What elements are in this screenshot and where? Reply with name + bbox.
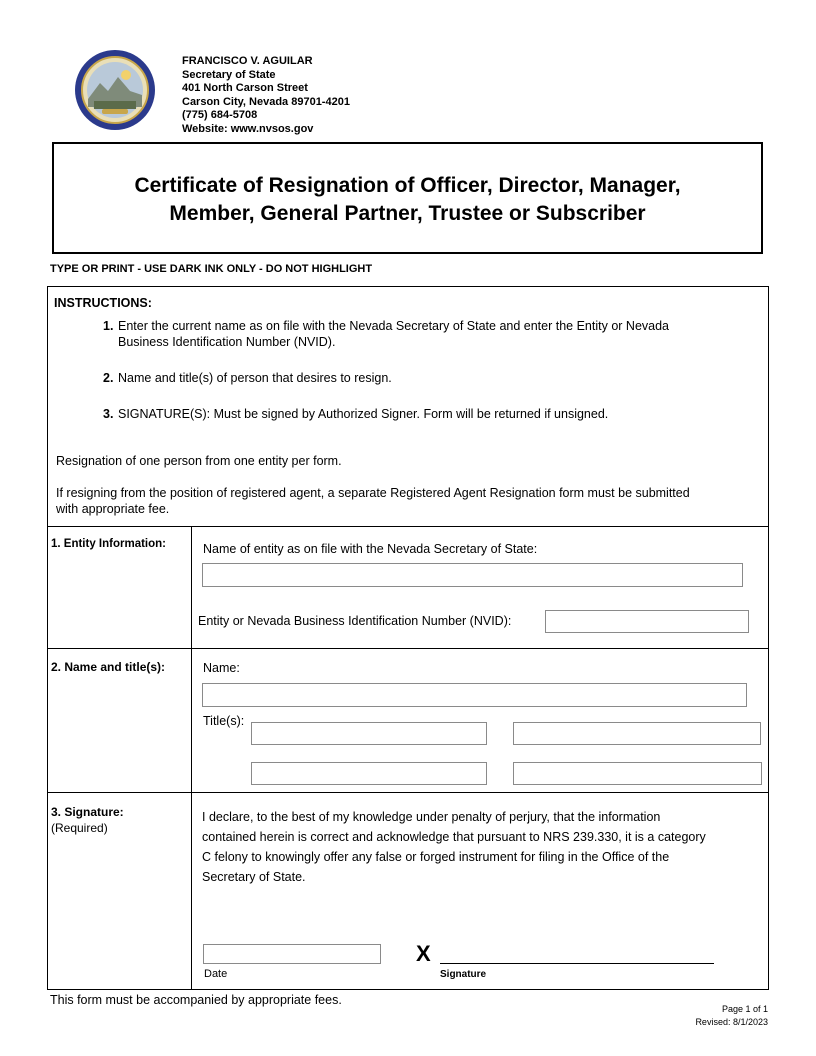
instruction-2-text: Name and title(s) of person that desires to resign. <box>118 371 392 385</box>
sos-phone: (775) 684-5708 <box>182 109 258 121</box>
form-title-box <box>52 142 763 254</box>
title-field-3[interactable] <box>251 762 487 785</box>
fees-notice: This form must be accompanied by appropriate fees. <box>50 993 342 1007</box>
title-field-2[interactable] <box>513 722 761 745</box>
instruction-3-number: 3. <box>103 407 114 421</box>
date-field[interactable] <box>203 944 381 964</box>
type-print-notice: TYPE OR PRINT - USE DARK INK ONLY - DO NOT HIGHLIGHT <box>50 263 373 275</box>
section-2-label: 2. Name and title(s): <box>51 660 166 674</box>
declaration-line-2: contained herein is correct and acknowledge that pursuant to NRS 239.330, it is a category <box>202 830 706 844</box>
instruction-2-number: 2. <box>103 371 114 385</box>
title-field-4[interactable] <box>513 762 762 785</box>
section-3-label: 3. Signature: <box>51 805 124 819</box>
signature-label: Signature <box>440 969 487 980</box>
instructions-note-one-person: Resignation of one person from one entity per form. <box>56 454 342 468</box>
form-sections-panel <box>47 526 769 990</box>
signature-x-mark: X <box>416 941 431 966</box>
entity-name-field[interactable] <box>202 563 743 587</box>
declaration-line-3: C felony to knowingly offer any false or forged instrument for filing in the Office of the <box>202 850 670 864</box>
instruction-1-number: 1. <box>103 319 114 333</box>
sos-website: Website: www.nvsos.gov <box>182 122 314 135</box>
person-name-label: Name: <box>203 661 240 675</box>
entity-name-label: Name of entity as on file with the Nevada Secretary of State: <box>203 542 538 556</box>
person-name-field[interactable] <box>202 683 747 707</box>
instruction-1-line1: Enter the current name as on file with the Nevada Secretary of State and enter the Entity or Nevada <box>118 319 670 333</box>
page-number: Page 1 of 1 <box>721 1004 768 1014</box>
section-1-label: 1. Entity Information: <box>51 538 166 550</box>
form-title-line2: Member, General Partner, Trustee or Subscriber <box>169 202 646 225</box>
sos-city: Carson City, Nevada 89701-4201 <box>182 95 350 108</box>
section-label-divider <box>191 526 192 990</box>
sos-street: 401 North Carson Street <box>182 82 308 94</box>
titles-label: Title(s): <box>203 714 245 728</box>
instructions-note-registered-agent-line2: with appropriate fee. <box>56 502 170 516</box>
nevada-state-seal-icon <box>74 49 156 131</box>
sos-role: Secretary of State <box>182 68 276 81</box>
instruction-1-line2: Business Identification Number (NVID). <box>118 335 336 349</box>
section-3-required-label: (Required) <box>51 821 108 835</box>
instruction-3-text: SIGNATURE(S): Must be signed by Authorized Signer. Form will be returned if unsigned. <box>118 407 609 421</box>
nvid-field[interactable] <box>545 610 749 633</box>
instructions-heading: INSTRUCTIONS: <box>54 296 152 310</box>
signature-line[interactable] <box>440 963 714 964</box>
declaration-line-4: Secretary of State. <box>202 870 306 884</box>
revised-date: Revised: 8/1/2023 <box>695 1017 768 1027</box>
form-title-line1: Certificate of Resignation of Officer, Director, Manager, <box>134 174 681 197</box>
instructions-note-registered-agent-line1: If resigning from the position of registered agent, a separate Registered Agent Resignation form must be submitted <box>56 486 690 500</box>
sos-contact-block <box>182 55 350 136</box>
section-divider-1-2 <box>47 648 769 649</box>
date-label: Date <box>204 968 228 980</box>
declaration-line-1: I declare, to the best of my knowledge under penalty of perjury, that the information <box>202 810 661 824</box>
title-field-1[interactable] <box>251 722 487 745</box>
section-divider-2-3 <box>47 792 769 793</box>
sos-name: FRANCISCO V. AGUILAR <box>182 55 313 67</box>
nvid-label: Entity or Nevada Business Identification Number (NVID): <box>198 614 512 628</box>
